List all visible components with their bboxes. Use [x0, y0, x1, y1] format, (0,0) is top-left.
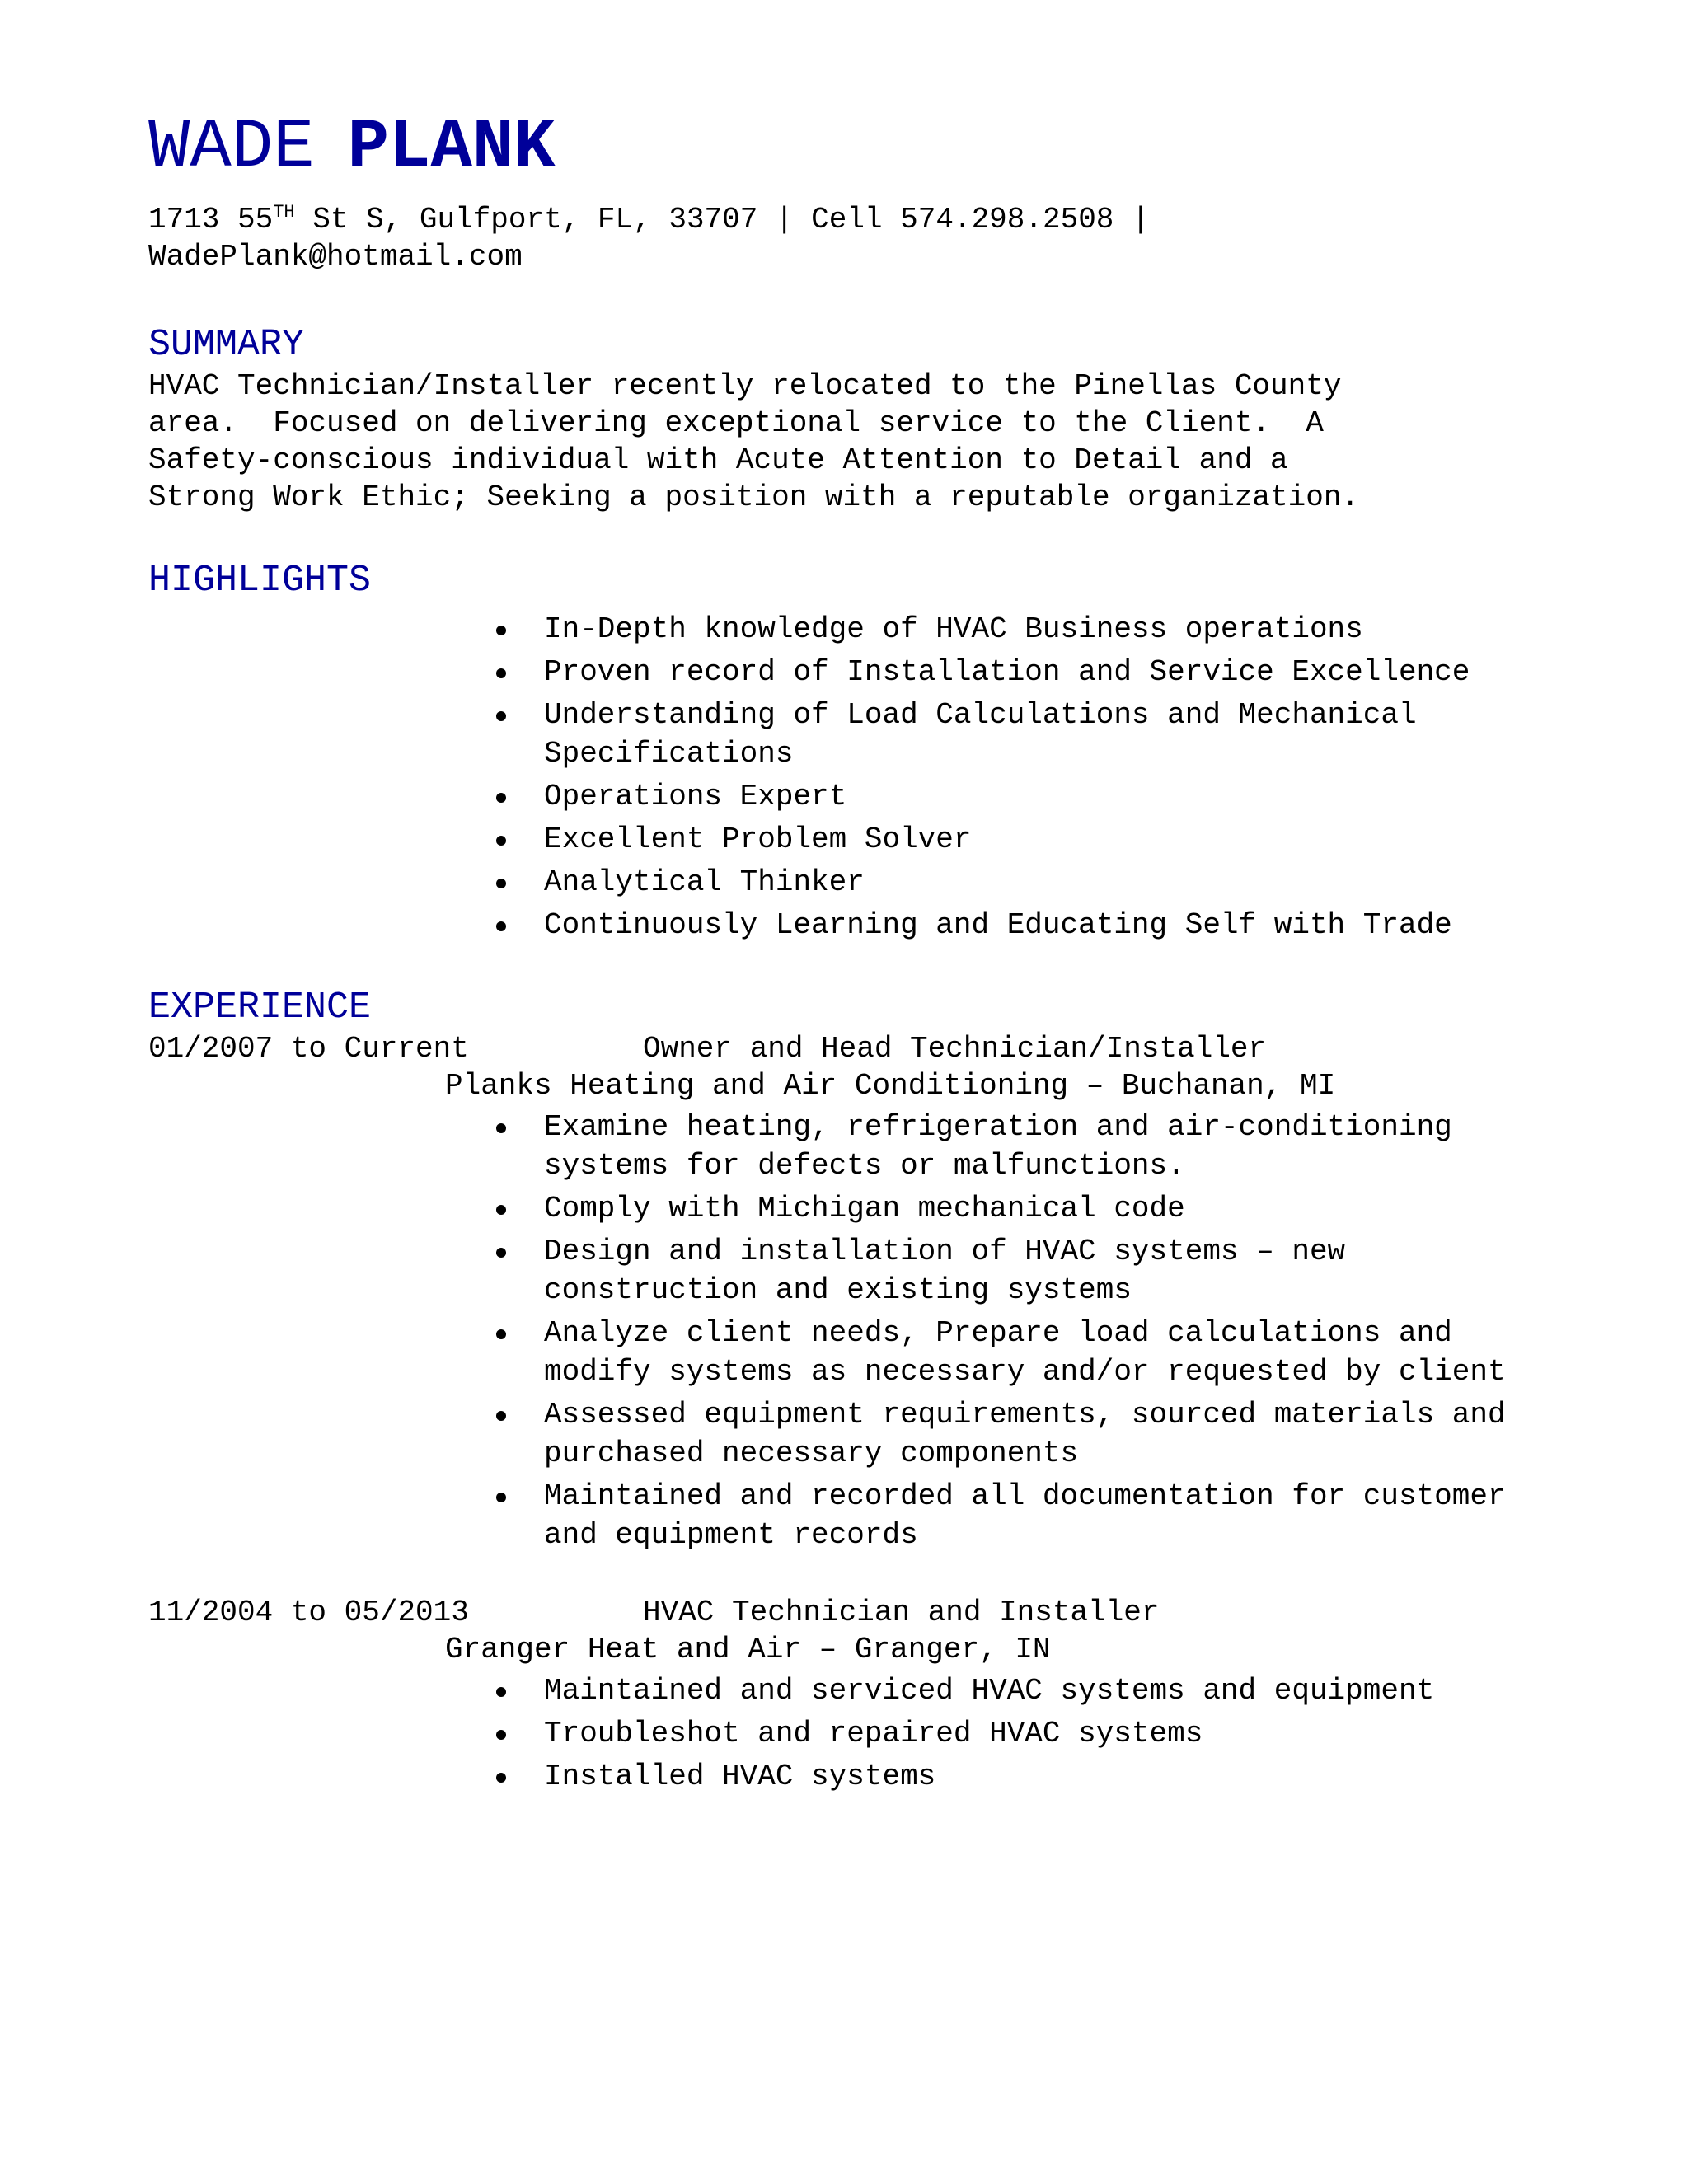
list-item: Comply with Michigan mechanical code	[495, 1189, 1508, 1228]
address-superscript: TH	[273, 202, 295, 223]
job-header	[148, 1594, 1550, 1631]
list-item: Operations Expert	[495, 777, 1508, 816]
list-item: In-Depth knowledge of HVAC Business operations	[495, 610, 1508, 649]
list-item: Analytical Thinker	[495, 863, 1508, 902]
list-item: Assessed equipment requirements, sourced materials and purchased necessary components	[495, 1395, 1508, 1473]
last-name: PLANK	[347, 109, 556, 187]
list-item: Maintained and serviced HVAC systems and equipment	[495, 1671, 1508, 1710]
job-entry	[148, 1594, 1550, 1796]
job-duties-list	[495, 1671, 1508, 1796]
list-item: Proven record of Installation and Service Excellence	[495, 653, 1508, 691]
summary-text: HVAC Technician/Installer recently relocated to the Pinellas County area. Focused on delivering exceptional service to the Client. A Safety-conscious individual with Acute Attention to Detail and a Strong Work Ethic; Seeking a position with a reputable organization.	[148, 369, 1360, 514]
list-item: Continuously Learning and Educating Self with Trade	[495, 906, 1508, 944]
contact-info	[148, 201, 1550, 275]
list-item: Excellent Problem Solver	[495, 820, 1508, 859]
job-title: Owner and Head Technician/Installer	[643, 1032, 1267, 1066]
summary-section	[148, 323, 1550, 516]
job-duties-list	[495, 1108, 1508, 1554]
first-name: WADE	[148, 109, 315, 187]
resume-page	[148, 107, 1550, 1800]
list-item: Maintained and recorded all documentation for customer and equipment records	[495, 1477, 1508, 1554]
email-address: WadePlank@hotmail.com	[148, 240, 523, 274]
candidate-name	[148, 107, 1550, 190]
job-company: Granger Heat and Air – Granger, IN	[445, 1633, 1051, 1666]
job-company: Planks Heating and Air Conditioning – Buchanan, MI	[445, 1069, 1336, 1103]
job-title: HVAC Technician and Installer	[643, 1596, 1160, 1629]
job-header	[148, 1030, 1550, 1067]
address-street-number: 1713 55	[148, 203, 274, 237]
job-dates: 01/2007 to Current	[148, 1032, 469, 1066]
address-line	[148, 201, 1550, 238]
summary-heading: SUMMARY	[148, 324, 305, 366]
highlights-heading: HIGHLIGHTS	[148, 560, 372, 602]
highlights-list	[495, 610, 1508, 944]
job-dates: 11/2004 to 05/2013	[148, 1596, 469, 1629]
highlights-section	[148, 559, 1550, 944]
list-item: Design and installation of HVAC systems – new construction and existing systems	[495, 1232, 1508, 1310]
job-entry	[148, 1030, 1550, 1554]
address-rest: St S, Gulfport, FL, 33707 | Cell 574.298.2508 |	[294, 203, 1150, 237]
list-item: Examine heating, refrigeration and air-conditioning systems for defects or malfunctions.	[495, 1108, 1508, 1185]
list-item: Installed HVAC systems	[495, 1757, 1508, 1796]
experience-heading: EXPERIENCE	[148, 987, 372, 1029]
list-item: Analyze client needs, Prepare load calculations and modify systems as necessary and/or requested by client	[495, 1314, 1508, 1391]
list-item: Understanding of Load Calculations and Mechanical Specifications	[495, 696, 1508, 773]
experience-section	[148, 986, 1550, 1796]
list-item: Troubleshot and repaired HVAC systems	[495, 1714, 1508, 1753]
